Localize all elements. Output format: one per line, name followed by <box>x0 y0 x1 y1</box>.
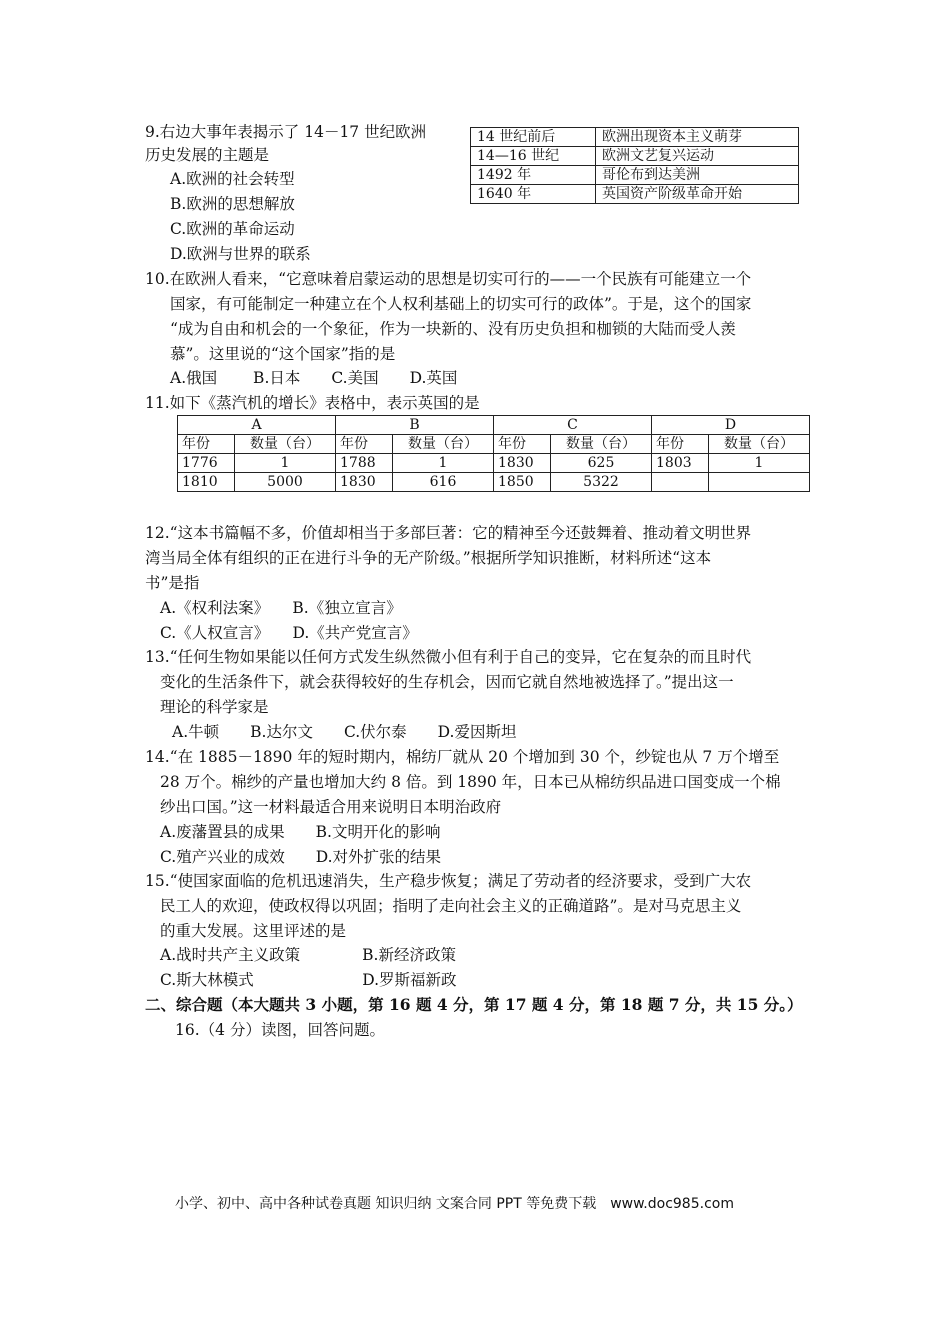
q11-steam-engine-table <box>177 415 810 492</box>
table-header-cell: 年份 <box>494 435 551 454</box>
table-cell: 英国资产阶级革命开始 <box>596 185 799 204</box>
table-row <box>471 128 799 147</box>
table-cell: 5322 <box>551 473 652 492</box>
table-cell: 14 世纪前后 <box>471 128 596 147</box>
table-header-cell: A <box>178 416 336 435</box>
q9-stem-line2: 历史发展的主题是 <box>145 146 270 164</box>
q12-line1: 12.“这本书篇幅不多，价值却相当于多部巨著：它的精神至今还鼓舞着、推动着文明世界 <box>145 524 752 542</box>
q14-options-row1: A.废藩置县的成果 B.文明开化的影响 <box>160 823 441 841</box>
q10-line2: 国家，有可能制定一种建立在个人权利基础上的切实可行的政体”。于是，这个的国家 <box>170 295 752 313</box>
q10-line1: 10.在欧洲人看来，“它意味着启蒙运动的思想是切实可行的——一个民族有可能建立一个 <box>145 270 752 288</box>
table-cell: 1850 <box>494 473 551 492</box>
q14-line3: 纱出口国。”这一材料最适合用来说明日本明治政府 <box>160 798 502 816</box>
q9-timeline-table <box>470 127 799 204</box>
table-cell: 1 <box>393 454 494 473</box>
q14-line2: 28 万个。棉纱的产量也增加大约 8 倍。到 1890 年，日本已从棉纺织品进口国变成一个棉 <box>160 773 781 791</box>
table-cell: 1810 <box>178 473 235 492</box>
q13-line3: 理论的科学家是 <box>160 698 269 716</box>
table-header-cell: 年份 <box>336 435 393 454</box>
table-row <box>471 185 799 204</box>
table-header-cell: 年份 <box>652 435 709 454</box>
table-cell: 616 <box>393 473 494 492</box>
table-row <box>471 147 799 166</box>
table-row <box>178 416 810 435</box>
q9-option-c: C.欧洲的革命运动 <box>170 220 295 238</box>
table-row <box>178 473 810 492</box>
q9-option-d: D.欧洲与世界的联系 <box>170 245 311 263</box>
table-cell: 14—16 世纪 <box>471 147 596 166</box>
table-header-cell: 年份 <box>178 435 235 454</box>
table-cell: 1776 <box>178 454 235 473</box>
table-header-cell: 数量（台） <box>551 435 652 454</box>
table-cell: 1803 <box>652 454 709 473</box>
table-cell: 哥伦布到达美洲 <box>596 166 799 185</box>
q15-options-row1: A.战时共产主义政策 B.新经济政策 <box>160 946 456 964</box>
section-2-heading: 二、综合题（本大题共 3 小题，第 16 题 4 分，第 17 题 4 分，第 18 题 7 分，共 15 分。） <box>145 995 803 1014</box>
table-cell: 625 <box>551 454 652 473</box>
q10-options: A.俄国 B.日本 C.美国 D.英国 <box>170 369 458 387</box>
table-cell: 1 <box>709 454 810 473</box>
q16-stem: 16.（4 分）读图，回答问题。 <box>175 1021 385 1039</box>
table-cell: 1788 <box>336 454 393 473</box>
table-cell: 欧洲出现资本主义萌芽 <box>596 128 799 147</box>
table-header-cell: 数量（台） <box>393 435 494 454</box>
q10-line4: 慕”。这里说的“这个国家”指的是 <box>170 345 396 363</box>
q15-line2: 民工人的欢迎，使政权得以巩固；指明了走向社会主义的正确道路”。是对马克思主义 <box>160 897 742 915</box>
q12-options-row2: C.《人权宣言》 D.《共产党宣言》 <box>160 624 418 642</box>
table-cell: 5000 <box>235 473 336 492</box>
table-cell <box>709 473 810 492</box>
q13-line1: 13.“任何生物如果能以任何方式发生纵然微小但有利于自己的变异，它在复杂的而且时代 <box>145 648 752 666</box>
table-row <box>178 454 810 473</box>
table-header-cell: 数量（台） <box>235 435 336 454</box>
table-cell: 1640 年 <box>471 185 596 204</box>
q9-stem-line1: 9.右边大事年表揭示了 14－17 世纪欧洲 <box>145 123 427 141</box>
q15-line3: 的重大发展。这里评述的是 <box>160 922 347 940</box>
q13-line2: 变化的生活条件下，就会获得较好的生存机会，因而它就自然地被选择了。”提出这一 <box>160 673 734 691</box>
q9-option-b: B.欧洲的思想解放 <box>170 195 295 213</box>
q15-line1: 15.“使国家面临的危机迅速消失，生产稳步恢复；满足了劳动者的经济要求，受到广大农 <box>145 872 752 890</box>
table-header-cell: 数量（台） <box>709 435 810 454</box>
table-cell: 1 <box>235 454 336 473</box>
q10-line3: “成为自由和机会的一个象征，作为一块新的、没有历史负担和枷锁的大陆而受人羡 <box>170 320 736 338</box>
q14-line1: 14.“在 1885－1890 年的短时期内，棉纺厂就从 20 个增加到 30 个，纱锭也从 7 万个增至 <box>145 748 780 766</box>
q9-option-a: A.欧洲的社会转型 <box>170 170 295 188</box>
page-footer: 小学、初中、高中各种试卷真题 知识归纳 文案合同 PPT 等免费下载 www.doc985.com <box>175 1196 734 1212</box>
table-cell: 1830 <box>494 454 551 473</box>
q12-line2: 湾当局全体有组织的正在进行斗争的无产阶级。”根据所学知识推断，材料所述“这本 <box>145 549 712 567</box>
table-row <box>471 166 799 185</box>
table-row <box>178 435 810 454</box>
table-header-cell: C <box>494 416 652 435</box>
table-cell: 1492 年 <box>471 166 596 185</box>
q12-line3: 书”是指 <box>145 574 200 592</box>
table-cell <box>652 473 709 492</box>
table-cell: 1830 <box>336 473 393 492</box>
table-header-cell: D <box>652 416 810 435</box>
q14-options-row2: C.殖产兴业的成效 D.对外扩张的结果 <box>160 848 442 866</box>
table-header-cell: B <box>336 416 494 435</box>
table-cell: 欧洲文艺复兴运动 <box>596 147 799 166</box>
q15-options-row2: C.斯大林模式 D.罗斯福新政 <box>160 971 457 989</box>
q11-stem: 11.如下《蒸汽机的增长》表格中，表示英国的是 <box>145 394 480 412</box>
q12-options-row1: A.《权利法案》 B.《独立宣言》 <box>160 599 402 617</box>
q13-options: A.牛顿 B.达尔文 C.伏尔泰 D.爱因斯坦 <box>172 723 517 741</box>
